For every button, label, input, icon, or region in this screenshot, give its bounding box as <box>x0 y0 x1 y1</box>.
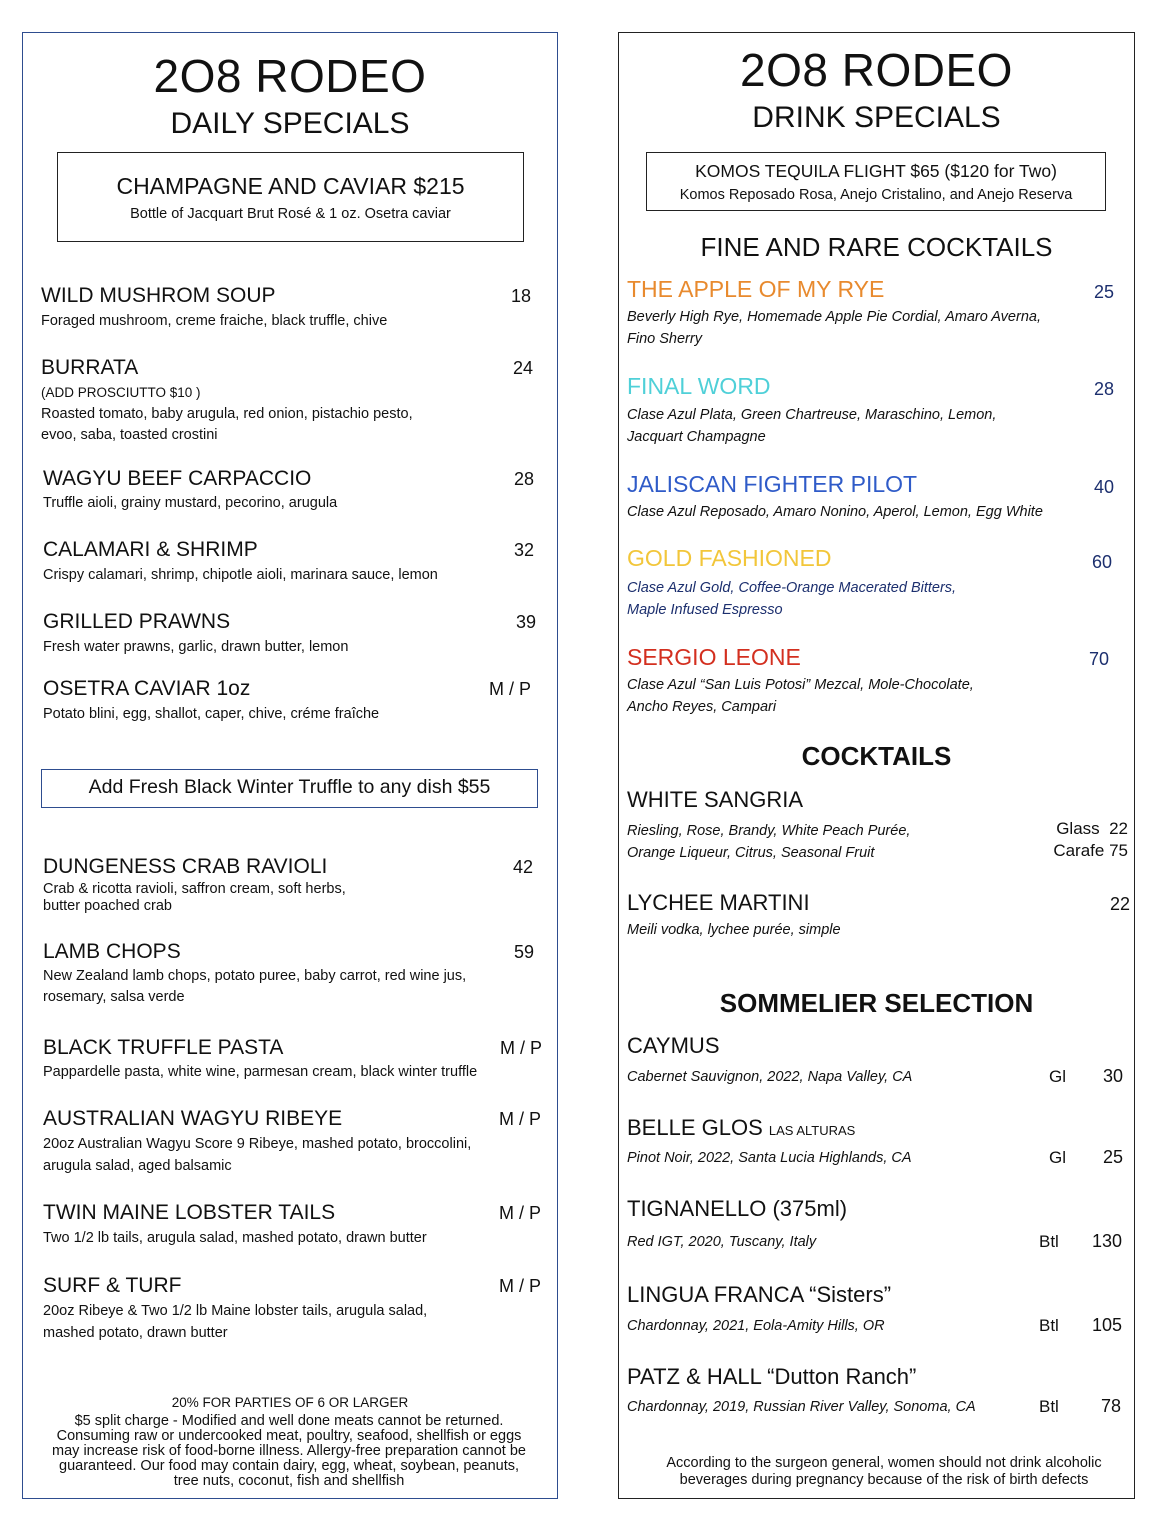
wine-name <box>627 1196 847 1222</box>
wine-desc: Chardonnay, 2019, Russian River Valley, Sonoma, CA <box>627 1399 976 1415</box>
cocktail-desc: Beverly High Rye, Homemade Apple Pie Cordial, Amaro Averna, <box>627 309 1041 325</box>
wine-name <box>627 1282 891 1308</box>
menu-item-desc: Two 1/2 lb tails, arugula salad, mashed potato, drawn butter <box>43 1230 427 1246</box>
wine-price: 130 <box>1092 1231 1123 1251</box>
menu-item-price: M / P <box>489 679 532 699</box>
menu-item-price: M / P <box>499 1203 542 1223</box>
cocktail-desc: Ancho Reyes, Campari <box>627 699 777 715</box>
cocktail-price: 40 <box>1094 477 1115 497</box>
cocktail-desc: Maple Infused Espresso <box>627 602 783 618</box>
menu-item-desc: rosemary, salsa verde <box>43 989 185 1005</box>
wine-name-text: LINGUA FRANCA “Sisters” <box>627 1282 892 1307</box>
menu-item-desc: Roasted tomato, baby arugula, red onion, pistachio pesto, <box>41 406 413 422</box>
feature-title: CHAMPAGNE AND CAVIAR $215 <box>116 173 465 199</box>
menu-item-name: LAMB CHOPS <box>43 940 181 963</box>
wine-name-text: TIGNANELLO (375ml) <box>627 1196 848 1221</box>
menu-item-price: 28 <box>514 469 535 489</box>
cocktail-price: 28 <box>1094 379 1115 399</box>
cocktails-heading: COCKTAILS <box>801 741 952 771</box>
menu-item-name: BURRATA <box>41 356 139 379</box>
cocktail-name: WHITE SANGRIA <box>627 787 804 812</box>
wine-name-text: PATZ & HALL “Dutton Ranch” <box>627 1364 917 1389</box>
wine-size: Btl <box>1039 1397 1059 1416</box>
surgeon-general-warning: According to the surgeon general, women should not drink alcoholic beverages during pregnancy because of the risk of birth defects <box>666 1455 1102 1488</box>
menu-item-note: (ADD PROSCIUTTO $10 ) <box>41 385 201 400</box>
champagne-caviar-box <box>57 152 524 242</box>
wine-name <box>627 1364 916 1390</box>
cocktail-desc: Clase Azul Reposado, Amaro Nonino, Aperol, Lemon, Egg White <box>627 504 1043 520</box>
menu-item-price: M / P <box>499 1109 542 1129</box>
menu-item-desc: 20oz Ribeye & Two 1/2 lb Maine lobster tails, arugula salad, <box>43 1303 428 1319</box>
wine-price: 25 <box>1103 1147 1124 1167</box>
menu-item-name: GRILLED PRAWNS <box>43 610 231 633</box>
daily-specials-heading: DAILY SPECIALS <box>170 107 410 140</box>
menu-item-price: 59 <box>514 942 535 962</box>
menu-item-desc: 20oz Australian Wagyu Score 9 Ribeye, mashed potato, broccolini, <box>43 1136 472 1152</box>
cocktail-price: 60 <box>1092 552 1113 572</box>
menu-item-price: 39 <box>516 612 537 632</box>
wine-price: 105 <box>1092 1315 1123 1335</box>
cocktail-desc: Clase Azul Gold, Coffee-Orange Macerated Bitters, <box>627 580 957 596</box>
menu-item-name: WAGYU BEEF CARPACCIO <box>43 467 312 490</box>
wine-desc: Pinot Noir, 2022, Santa Lucia Highlands, CA <box>627 1150 912 1166</box>
menu-item-name: SURF & TURF <box>43 1274 182 1297</box>
cocktail-desc: Riesling, Rose, Brandy, White Peach Purée, <box>627 823 911 839</box>
menu-item-price: 24 <box>513 358 534 378</box>
truffle-addon-text: Add Fresh Black Winter Truffle to any dish $55 <box>88 776 491 798</box>
menu-item-name: WILD MUSHROM SOUP <box>41 284 276 307</box>
menu-item-name: DUNGENESS CRAB RAVIOLI <box>43 855 328 878</box>
menu-item-desc: mashed potato, drawn butter <box>43 1325 228 1341</box>
feature-desc: Bottle of Jacquart Brut Rosé & 1 oz. Osetra caviar <box>130 206 451 222</box>
menu-item-desc: Foraged mushroom, creme fraiche, black truffle, chive <box>41 313 388 329</box>
feature-desc: Komos Reposado Rosa, Anejo Cristalino, and Anejo Reserva <box>679 187 1073 203</box>
wine-size: Btl <box>1039 1232 1059 1251</box>
wine-name-text: CAYMUS <box>627 1033 720 1058</box>
menu-item-desc: Crispy calamari, shrimp, chipotle aioli, marinara sauce, lemon <box>43 567 438 583</box>
menu-item-desc: Pappardelle pasta, white wine, parmesan cream, black winter truffle <box>43 1064 478 1080</box>
wine-price: 30 <box>1103 1066 1124 1086</box>
cocktail-desc: Meili vodka, lychee purée, simple <box>627 922 841 938</box>
brand-title: 2O8 RODEO <box>740 44 1013 96</box>
menu-item-desc: Crab & ricotta ravioli, saffron cream, soft herbs, <box>43 881 346 897</box>
allergy-disclaimer: $5 split charge - Modified and well done meats cannot be returned. Consuming raw or undercooked meat, poultry, seafood, shellfish or eggs may increase risk of food-borne illness. Allergy-free preparation cannot be guaranteed. Our food may contain dairy, egg, wheat, soybean, peanuts, tree nuts, coconut, fish and shellfish <box>52 1413 526 1489</box>
menu-item-name: BLACK TRUFFLE PASTA <box>43 1036 284 1059</box>
menu-item-desc: Potato blini, egg, shallot, caper, chive, créme fraîche <box>43 706 380 722</box>
menu-item-desc: arugula salad, aged balsamic <box>43 1158 232 1174</box>
daily-specials-panel <box>22 32 558 1499</box>
menu-item-desc: Truffle aioli, grainy mustard, pecorino, arugula <box>43 495 338 511</box>
wine-size: Btl <box>1039 1316 1059 1335</box>
fine-rare-heading: FINE AND RARE COCKTAILS <box>700 232 1053 262</box>
tequila-flight-box <box>646 152 1106 211</box>
wine-name <box>627 1115 855 1141</box>
cocktail-price: 70 <box>1089 649 1110 669</box>
drink-specials-panel <box>618 32 1135 1499</box>
wine-desc: Chardonnay, 2021, Eola-Amity Hills, OR <box>627 1318 885 1334</box>
sommelier-heading: SOMMELIER SELECTION <box>719 988 1034 1018</box>
cocktail-price: 22 <box>1109 894 1130 914</box>
cocktail-desc: Orange Liqueur, Citrus, Seasonal Fruit <box>627 845 875 861</box>
wine-price: 78 <box>1101 1396 1122 1416</box>
menu-item-desc: butter poached crab <box>43 898 172 914</box>
menu-item-desc: evoo, saba, toasted crostini <box>41 427 218 443</box>
wine-desc: Red IGT, 2020, Tuscany, Italy <box>627 1234 817 1250</box>
cocktail-desc: Clase Azul “San Luis Potosi” Mezcal, Mole-Chocolate, <box>627 677 974 693</box>
menu-item-name: CALAMARI & SHRIMP <box>43 538 258 561</box>
drink-specials-heading: DRINK SPECIALS <box>752 101 1001 134</box>
wine-desc: Cabernet Sauvignon, 2022, Napa Valley, CA <box>627 1069 913 1085</box>
menu-item-name: TWIN MAINE LOBSTER TAILS <box>43 1201 336 1224</box>
wine-size: Gl <box>1049 1148 1066 1167</box>
truffle-addon-box <box>41 769 538 808</box>
cocktail-name: LYCHEE MARTINI <box>627 890 810 915</box>
cocktail-name: JALISCAN FIGHTER PILOT <box>627 471 918 497</box>
party-policy: 20% FOR PARTIES OF 6 OR LARGER <box>171 1395 409 1410</box>
cocktail-price: Carafe 75 <box>1053 841 1128 860</box>
menu-item-name: AUSTRALIAN WAGYU RIBEYE <box>43 1107 343 1130</box>
brand-title: 2O8 RODEO <box>153 50 427 102</box>
feature-title: KOMOS TEQUILA FLIGHT $65 ($120 for Two) <box>695 161 1057 181</box>
cocktail-desc: Jacquart Champagne <box>627 429 766 445</box>
cocktail-desc: Fino Sherry <box>627 331 702 347</box>
cocktail-name: GOLD FASHIONED <box>627 545 832 571</box>
menu-item-price: 42 <box>513 857 534 877</box>
wine-vineyard: LAS ALTURAS <box>768 1123 856 1138</box>
cocktail-name: THE APPLE OF MY RYE <box>627 276 885 302</box>
menu-item-name: OSETRA CAVIAR 1oz <box>43 677 251 700</box>
wine-name-text: BELLE GLOS <box>627 1115 763 1140</box>
cocktail-price: Glass 22 <box>1056 819 1128 838</box>
menu-item-price: 32 <box>514 540 535 560</box>
menu-item-price: M / P <box>500 1038 543 1058</box>
wine-size: Gl <box>1049 1067 1066 1086</box>
menu-item-desc: Fresh water prawns, garlic, drawn butter, lemon <box>43 639 349 655</box>
menu-item-price: 18 <box>511 286 532 306</box>
cocktail-name: SERGIO LEONE <box>627 644 801 670</box>
wine-name <box>627 1033 720 1059</box>
cocktail-name: FINAL WORD <box>627 373 771 399</box>
cocktail-desc: Clase Azul Plata, Green Chartreuse, Maraschino, Lemon, <box>627 407 997 423</box>
cocktail-price: 25 <box>1094 282 1115 302</box>
menu-item-price: M / P <box>499 1276 542 1296</box>
menu-item-desc: New Zealand lamb chops, potato puree, baby carrot, red wine jus, <box>43 968 467 984</box>
